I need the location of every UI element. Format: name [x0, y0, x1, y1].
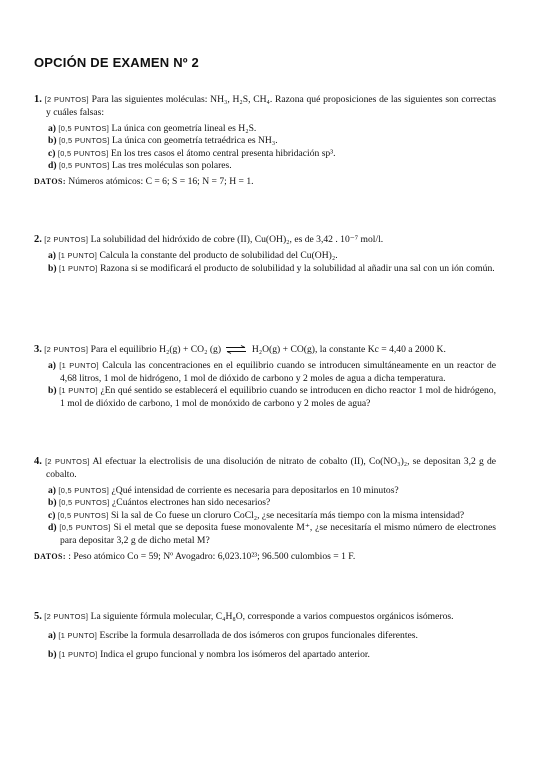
question-4-data — [34, 551, 496, 564]
question-3-intro-a: Para el equilibrio H₂(g) + CO₂ (g) — [90, 344, 222, 355]
list-item — [48, 497, 496, 510]
item-text: Indica el grupo funcional y nombra los isómeros del apartado anterior. — [100, 648, 370, 660]
item-text: En los tres casos el átomo central presenta hibridación sp³. — [110, 147, 336, 159]
item-text: ¿Qué intensidad de corriente es necesaria para depositarlos en 10 minutos? — [111, 484, 399, 496]
item-text: ¿Cuántos electrones han sido necesarios? — [112, 497, 271, 509]
datos-text: Números atómicos: C = 6; S = 16; N = 7; H = 1. — [68, 176, 254, 188]
item-points: [1 PUNTO] — [59, 360, 99, 370]
question-1 — [34, 93, 496, 189]
item-points: [0,5 PUNTOS] — [58, 498, 110, 508]
question-number: 2. — [34, 234, 42, 245]
item-points: [0,5 PUNTOS] — [58, 123, 110, 133]
item-points: [0,5 PUNTOS] — [59, 523, 111, 533]
item-points: [0,5 PUNTOS] — [58, 161, 110, 171]
item-letter: b) — [48, 497, 57, 509]
question-1-header — [34, 93, 496, 120]
datos-text: : Peso atómico Co = 59; Nº Avogadro: 6,023.10²³; 96.500 culombios = 1 F. — [68, 550, 356, 562]
item-text: Calcula la constante del producto de solubilidad del Cu(OH)₂. — [99, 249, 338, 261]
item-text: La única con geometría tetraédrica es NH₃. — [112, 135, 278, 147]
question-4 — [34, 455, 496, 563]
item-letter: d) — [48, 522, 57, 534]
item-points: [1 PUNTO] — [58, 630, 98, 640]
question-4-header — [34, 455, 496, 482]
question-5-header — [34, 610, 496, 624]
list-item — [48, 123, 496, 136]
item-letter: a) — [48, 122, 56, 134]
item-letter: a) — [48, 249, 56, 261]
question-5 — [34, 610, 496, 661]
item-text: Calcula las concentraciones en el equilibrio cuando se introducen simultáneamente en un reactor de 4,68 litros, 1 mol de hidrógeno, 1 mol de dióxido de carbono y 2 moles de agua a dicha temperatura. — [60, 359, 496, 384]
question-1-intro: Para las siguientes moléculas: — [91, 94, 208, 105]
item-points: [1 PUNTO] — [58, 250, 98, 260]
question-3-items — [48, 360, 496, 411]
question-2-items — [48, 250, 496, 275]
question-3-header — [34, 343, 496, 357]
question-1-items — [48, 123, 496, 174]
item-text: Razona si se modificará el producto de solubilidad y la solubilidad al añadir una sal con un ión común. — [100, 262, 495, 274]
item-letter: b) — [48, 135, 57, 147]
item-letter: a) — [48, 359, 56, 371]
question-number: 3. — [34, 344, 42, 355]
question-4-items — [48, 485, 496, 548]
question-1-tail: Razona qué proposiciones de las siguientes son correctas y cuáles falsas: — [46, 94, 497, 118]
exam-title: OPCIÓN DE EXAMEN Nº 2 — [34, 55, 199, 70]
item-letter: a) — [48, 484, 56, 496]
question-number: 4. — [34, 456, 42, 467]
item-text: Escribe la formula desarrollada de dos isómeros con grupos funcionales diferentes. — [99, 629, 418, 641]
question-2-intro: La solubilidad del hidróxido de cobre (II), Cu(OH)₂, es de 3,42 . 10⁻⁷ mol/l. — [90, 234, 384, 245]
equilibrium-arrows-icon — [225, 345, 247, 354]
question-4-intro: Al efectuar la electrolisis de una disolución de nitrato de cobalto (II), Co(NO₃)₂, se depositan 3,2 g de cobalto. — [46, 456, 496, 480]
item-points: [0,5 PUNTOS] — [58, 136, 110, 146]
question-points: [2 PUNTOS] — [44, 235, 89, 244]
question-points: [2 PUNTOS] — [44, 345, 89, 354]
list-item — [48, 510, 496, 523]
list-item — [48, 360, 496, 385]
item-points: [0,5 PUNTOS] — [57, 510, 109, 520]
list-item — [48, 485, 496, 498]
list-item — [48, 148, 496, 161]
item-letter: b) — [48, 385, 57, 397]
item-letter: b) — [48, 262, 57, 274]
item-letter: b) — [48, 648, 57, 660]
datos-label: DATOS: — [34, 177, 66, 187]
item-text: ¿En qué sentido se establecerá el equilibrio cuando se introducen en dicho reactor 1 mol de hidrógeno, 1 mol de dióxido de carbono, 1 mol de monóxido de carbono y 2 moles de agua? — [60, 385, 496, 409]
question-number: 5. — [34, 611, 42, 622]
question-3-intro-b: H₂O(g) + CO(g), la constante Kc = 4,40 a 2000 K. — [251, 344, 446, 355]
question-1-data — [34, 176, 496, 189]
item-text: La única con geometría lineal es H₂S. — [111, 122, 257, 134]
list-item — [48, 630, 496, 643]
list-item — [48, 160, 496, 173]
list-item — [48, 385, 496, 410]
item-letter: d) — [48, 160, 57, 172]
question-5-items — [48, 630, 496, 661]
item-text: Si la sal de Co fuese un cloruro CoCl₂, ¿se necesitaría más tiempo con la misma intensidad? — [110, 509, 465, 521]
question-2-header — [34, 233, 496, 247]
item-letter: a) — [48, 629, 56, 641]
item-letter: c) — [48, 509, 56, 521]
question-points: [2 PUNTOS] — [45, 457, 90, 466]
list-item — [48, 250, 496, 263]
item-points: [1 PUNTO] — [59, 386, 98, 396]
question-points: [2 PUNTOS] — [44, 612, 89, 621]
molecules-list: NH₃, H₂S, CH₄. — [210, 94, 273, 105]
item-points: [0,5 PUNTOS] — [58, 485, 110, 495]
list-item — [48, 649, 496, 662]
datos-label: DATOS: — [34, 551, 66, 561]
item-text: Si el metal que se deposita fuese monovalente M⁺, ¿se necesitaría el mismo número de electrones para depositar 3,2 g de dicho metal M? — [60, 522, 496, 547]
question-number: 1. — [34, 94, 42, 105]
item-points: [0,5 PUNTOS] — [57, 148, 109, 158]
item-points: [1 PUNTO] — [58, 649, 98, 659]
list-item — [48, 522, 496, 547]
question-3 — [34, 343, 496, 410]
question-2 — [34, 233, 496, 275]
question-points: [2 PUNTOS] — [44, 95, 89, 104]
list-item — [48, 263, 496, 276]
item-letter: c) — [48, 147, 56, 159]
item-text: Las tres moléculas son polares. — [112, 160, 232, 172]
list-item — [48, 135, 496, 148]
item-points: [1 PUNTO] — [58, 263, 98, 273]
question-5-intro: La siguiente fórmula molecular, C₄H₈O, corresponde a varios compuestos orgánicos isómeros. — [90, 611, 454, 622]
